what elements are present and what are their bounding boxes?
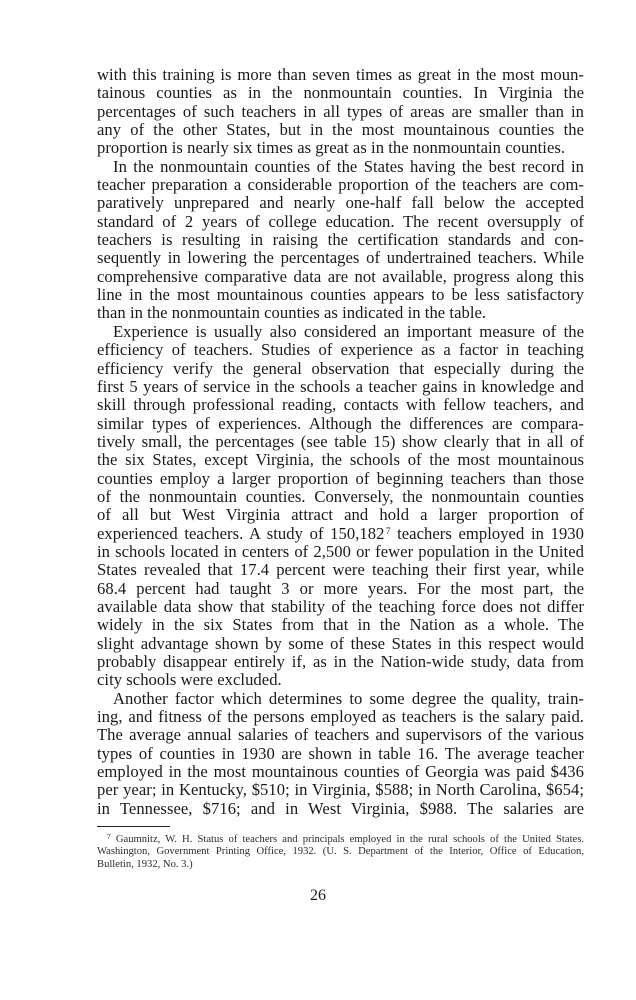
text-line: than in the nonmountain counties as indicated in the table. xyxy=(97,303,487,323)
text-line: standard of 2 years of college education. The recent oversupply of xyxy=(97,211,584,231)
footnote-marker: 7 xyxy=(107,832,111,841)
text-line: percentages of such teachers in all types of areas are smaller than in xyxy=(97,101,584,121)
text-line: the six States, except Virginia, the schools of the most mountainous xyxy=(97,450,584,470)
footnote-line xyxy=(97,834,584,846)
text-line: Another factor which determines to some degree the quality, train- xyxy=(113,688,584,708)
text-line: comprehensive comparative data are not available, progress along this xyxy=(97,266,584,286)
footnote xyxy=(97,834,584,871)
text-segment: teachers employed in 1930 xyxy=(397,523,584,543)
text-line: tainous counties as in the nonmountain counties. In Virginia the xyxy=(97,83,584,103)
text-line: sequently in lowering the percentages of undertrained teachers. While xyxy=(97,248,584,268)
paragraph xyxy=(97,323,584,690)
text-line: counties employ a larger proportion of beginning teachers than those xyxy=(97,468,584,488)
text-line: 68.4 percent had taught 3 or more years. For the most part, the xyxy=(97,578,584,598)
footnotes xyxy=(97,834,584,871)
paragraph xyxy=(97,690,584,818)
footnote-reference[interactable]: 7 xyxy=(385,525,391,536)
text-line: of the nonmountain counties. Conversely, the nonmountain counties xyxy=(97,486,584,506)
text-line: ing, and fitness of the persons employed as teachers is the salary paid. xyxy=(97,707,584,727)
text-line: skill through professional reading, contacts with fellow teachers, and xyxy=(97,395,584,415)
text-line: Experience is usually also considered an important measure of the xyxy=(113,321,584,341)
text-line: first 5 years of service in the schools a teacher gains in knowledge and xyxy=(97,376,584,396)
text-line: tively small, the percentages (see table 15) show clearly that in all of xyxy=(97,431,584,451)
text-segment: experienced teachers. A study of 150,182 xyxy=(97,523,385,543)
text-line: paratively unprepared and nearly one-half fall below the accepted xyxy=(97,193,584,213)
text-line: line in the most mountainous counties appears to be less satisfactory xyxy=(97,285,584,305)
text-line: of all but West Virginia attract and hold a larger proportion of xyxy=(97,505,584,525)
paragraph xyxy=(97,158,584,323)
text-line: widely in the six States from that in the Nation as a whole. The xyxy=(97,615,584,635)
text-line: States revealed that 17.4 percent were teaching their first year, while xyxy=(97,560,584,580)
text-line: proportion is nearly six times as great as in the nonmountain counties. xyxy=(97,138,566,158)
text-line: slight advantage shown by some of these States in this respect would xyxy=(97,633,584,653)
text-line: with this training is more than seven times as great in the most moun- xyxy=(97,65,584,84)
text-line: in Tennessee, $716; and in West Virginia, $988. The salaries are xyxy=(97,798,584,818)
text-line: probably disappear entirely if, as in the Nation-wide study, data from xyxy=(97,652,584,671)
text-line: efficiency of teachers. Studies of experience as a factor in teaching xyxy=(97,340,584,360)
text-line: available data show that stability of the teaching force does not differ xyxy=(97,596,584,616)
text-line: city schools were excluded. xyxy=(97,670,282,690)
text-line: any of the other States, but in the most mountainous counties the xyxy=(97,120,584,140)
text-line: similar types of experiences. Although the differences are compara- xyxy=(97,413,584,433)
text-line: In the nonmountain counties of the States having the best record in xyxy=(113,156,584,176)
text-line: per year; in Kentucky, $510; in Virginia, $588; in North Carolina, $654; xyxy=(97,780,584,800)
text-line: The average annual salaries of teachers and supervisors of the various xyxy=(97,725,584,745)
footnote-line: Washington, Government Printing Office, 1932. (U. S. Department of the Interior, Office of Education, xyxy=(97,846,584,858)
text-line: teacher preparation a considerable proportion of the teachers are com- xyxy=(97,175,584,195)
footnote-line: Bulletin, 1932, No. 3.) xyxy=(97,858,193,870)
text-line: in schools located in centers of 2,500 or fewer population in the United xyxy=(97,541,584,561)
page-body xyxy=(97,66,584,818)
text-line: efficiency verify the general observation that especially during the xyxy=(97,358,584,378)
text-line: teachers is resulting in raising the certification standards and con- xyxy=(97,230,584,250)
text-line: employed in the most mountainous counties of Georgia was paid $436 xyxy=(97,762,584,782)
paragraph xyxy=(97,66,584,158)
text-line-with-footnote xyxy=(97,525,584,543)
footnote-text: Gaumnitz, W. H. Status of teachers and principals employed in the rural schools of the United States. xyxy=(115,834,584,845)
footnote-divider xyxy=(97,826,170,827)
text-line: types of counties in 1930 are shown in table 16. The average teacher xyxy=(97,743,584,763)
page-number: 26 xyxy=(310,887,326,904)
